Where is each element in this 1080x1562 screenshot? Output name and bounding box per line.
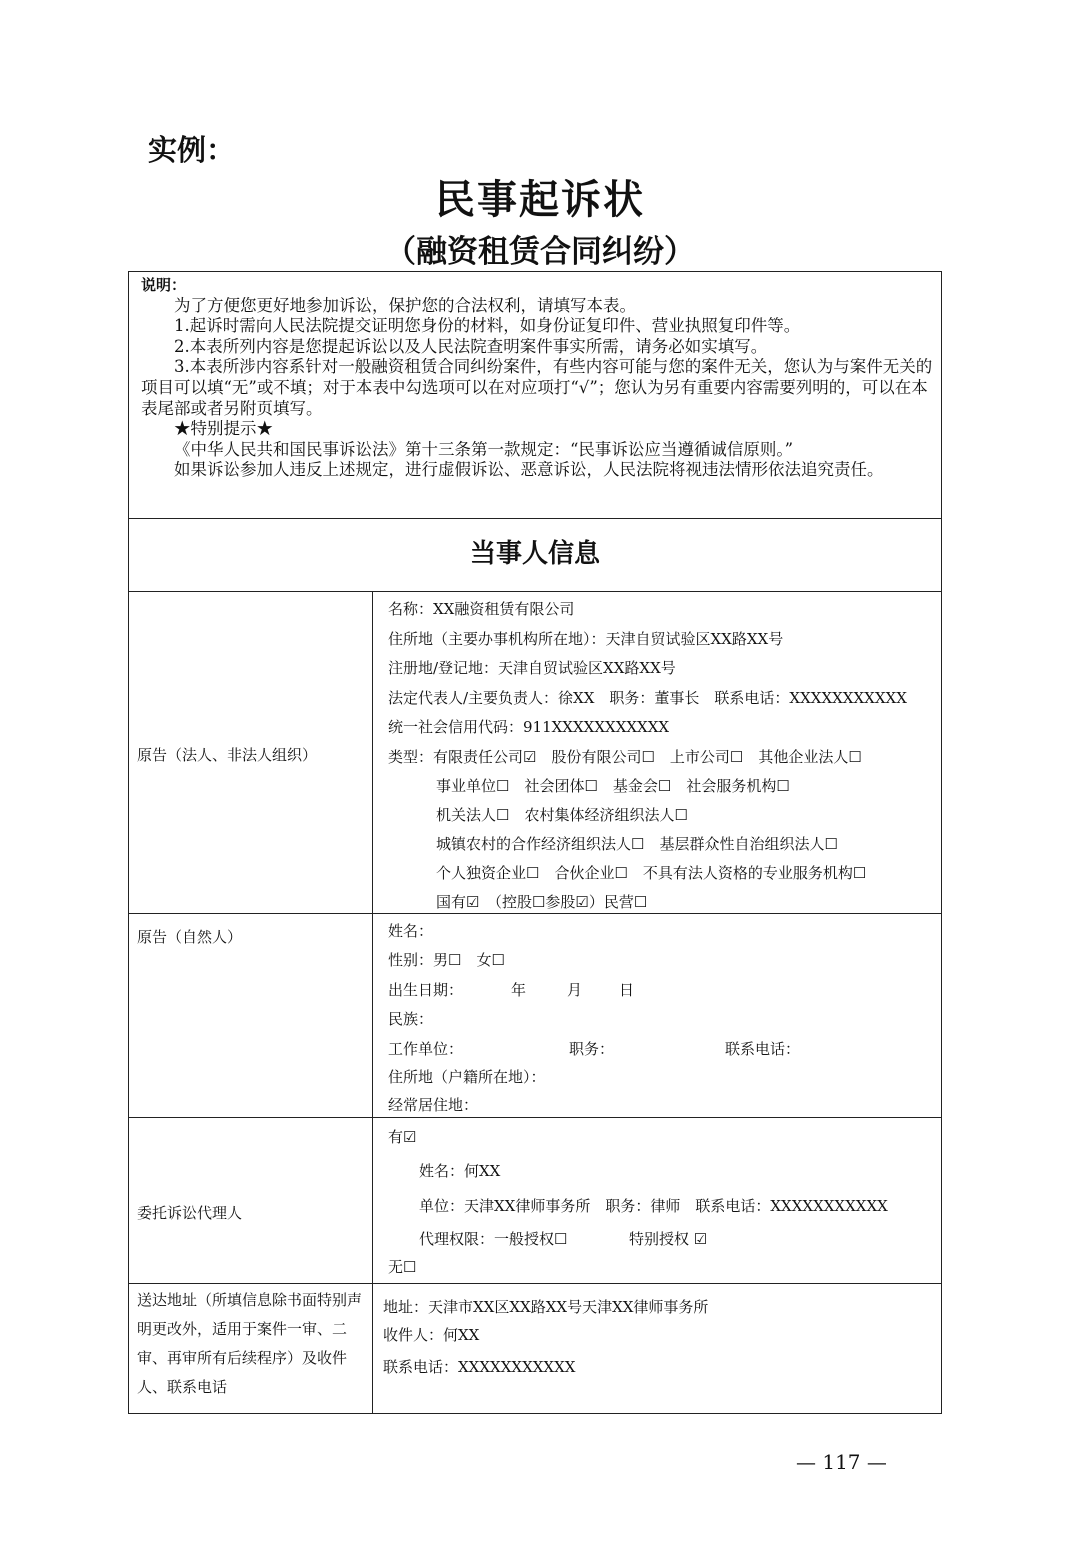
service-phone: 联系电话：XXXXXXXXXXX: [383, 1358, 576, 1376]
notes-line: 《中华人民共和国民事诉讼法》第十三条第一款规定：“民事诉讼应当遵循诚信原则。”: [174, 439, 794, 459]
person-name: 姓名：: [388, 922, 434, 940]
agent-unit: 单位：天津XX律师事务所 职务：律师 联系电话：XXXXXXXXXXX: [419, 1197, 888, 1215]
notes-line: ★特别提示★: [174, 419, 273, 439]
person-birth-year: 年: [511, 981, 527, 999]
org-type-line: 类型：有限责任公司☑ 股份有限公司☐ 上市公司☐ 其他企业法人☐: [388, 748, 862, 766]
agent-name: 姓名：何XX: [419, 1162, 501, 1180]
person-birth-day: 日: [619, 981, 635, 999]
notes-line: 为了方便您更好地参加诉讼，保护您的合法权利，请填写本表。: [174, 295, 636, 315]
person-birth-month: 月: [567, 981, 583, 999]
plaintiff-org-label-cell: [129, 592, 373, 913]
plaintiff-org-label: 原告（法人、非法人组织）: [137, 746, 318, 764]
plaintiff-person-label: 原告（自然人）: [137, 928, 243, 946]
agent-label-cell: [129, 1118, 373, 1283]
person-gender: 性别：男☐ 女☐: [388, 951, 505, 969]
agent-row: [128, 1118, 942, 1284]
org-ownership: 国有☑ （控股☐参股☑）民营☐: [436, 893, 648, 911]
notes-heading: 说明：: [141, 276, 187, 294]
plaintiff-person-label-cell: [129, 914, 373, 1117]
org-type-line: 机关法人☐ 农村集体经济组织法人☐: [436, 806, 688, 824]
document-subtitle: （融资租赁合同纠纷）: [385, 234, 695, 270]
notes-line: 3.本表所涉内容系针对一般融资租赁合同纠纷案件，有些内容可能与您的案件无关，您认为与案件无关的项目可以填“无”或不填；对于本表中勾选项可以在对应项打“√”；您认为另有重要内容需要列明的，可以在本表尾部或者另附页填写。: [141, 357, 933, 418]
service-label: 送达地址（所填信息除书面特别声明更改外，适用于案件一审、二审、再审所有后续程序）及收件人、联系电话: [137, 1291, 363, 1396]
org-representative: 法定代表人/主要负责人：徐XX 职务：董事长 联系电话：XXXXXXXXXXX: [388, 689, 907, 707]
agent-authority: 代理权限：一般授权☐: [419, 1230, 568, 1248]
org-name: 名称：XX融资租赁有限公司: [388, 600, 575, 618]
agent-has: 有☑: [388, 1128, 417, 1146]
page-number: — 117 —: [796, 1450, 887, 1474]
plaintiff-person-content-cell: [373, 914, 941, 1117]
notes-line: 2.本表所列内容是您提起诉讼以及人民法院查明案件事实所需，请务必如实填写。: [174, 336, 768, 356]
person-residence: 经常居住地：: [388, 1096, 479, 1114]
org-credit-code: 统一社会信用代码：911XXXXXXXXXXX: [388, 718, 670, 736]
service-row: [128, 1284, 942, 1414]
service-content-cell: [373, 1284, 941, 1413]
org-registration: 注册地/登记地：天津自贸试验区XX路XX号: [388, 659, 676, 677]
person-ethnicity: 民族：: [388, 1010, 434, 1028]
agent-label: 委托诉讼代理人: [137, 1204, 243, 1222]
plaintiff-person-row: [128, 914, 942, 1118]
org-domicile: 住所地（主要办事机构所在地）：天津自贸试验区XX路XX号: [388, 630, 784, 648]
document-title: 民事起诉状: [435, 177, 645, 223]
person-birth: 出生日期：: [388, 981, 464, 999]
org-type-line: 事业单位☐ 社会团体☐ 基金会☐ 社会服务机构☐: [436, 777, 790, 795]
service-recipient: 收件人：何XX: [383, 1326, 480, 1344]
service-label-cell: [129, 1284, 373, 1413]
agent-none: 无☐: [388, 1258, 417, 1276]
agent-content-cell: [373, 1118, 941, 1283]
org-type-line: 城镇农村的合作经济组织法人☐ 基层群众性自治组织法人☐: [436, 835, 838, 853]
service-address: 地址：天津市XX区XX路XX号天津XX律师事务所: [383, 1298, 709, 1316]
example-label: 实例：: [148, 133, 236, 167]
person-domicile: 住所地（户籍所在地）：: [388, 1068, 546, 1086]
org-type-line: 个人独资企业☐ 合伙企业☐ 不具有法人资格的专业服务机构☐: [436, 864, 867, 882]
section-title: 当事人信息: [128, 518, 942, 592]
notes-box: [128, 271, 942, 519]
plaintiff-org-content-cell: [373, 592, 941, 913]
notes-line: 1.起诉时需向人民法院提交证明您身份的材料，如身份证复印件、营业执照复印件等。: [174, 316, 801, 336]
person-workplace: 工作单位：: [388, 1040, 464, 1058]
notes-line: 如果诉讼参加人违反上述规定，进行虚假诉讼、恶意诉讼，人民法院将视违法情形依法追究责任。: [174, 460, 884, 480]
agent-special-authority: 特别授权 ☑: [629, 1230, 708, 1248]
person-phone: 联系电话：: [725, 1040, 801, 1058]
person-position: 职务：: [569, 1040, 615, 1058]
plaintiff-org-row: [128, 592, 942, 914]
